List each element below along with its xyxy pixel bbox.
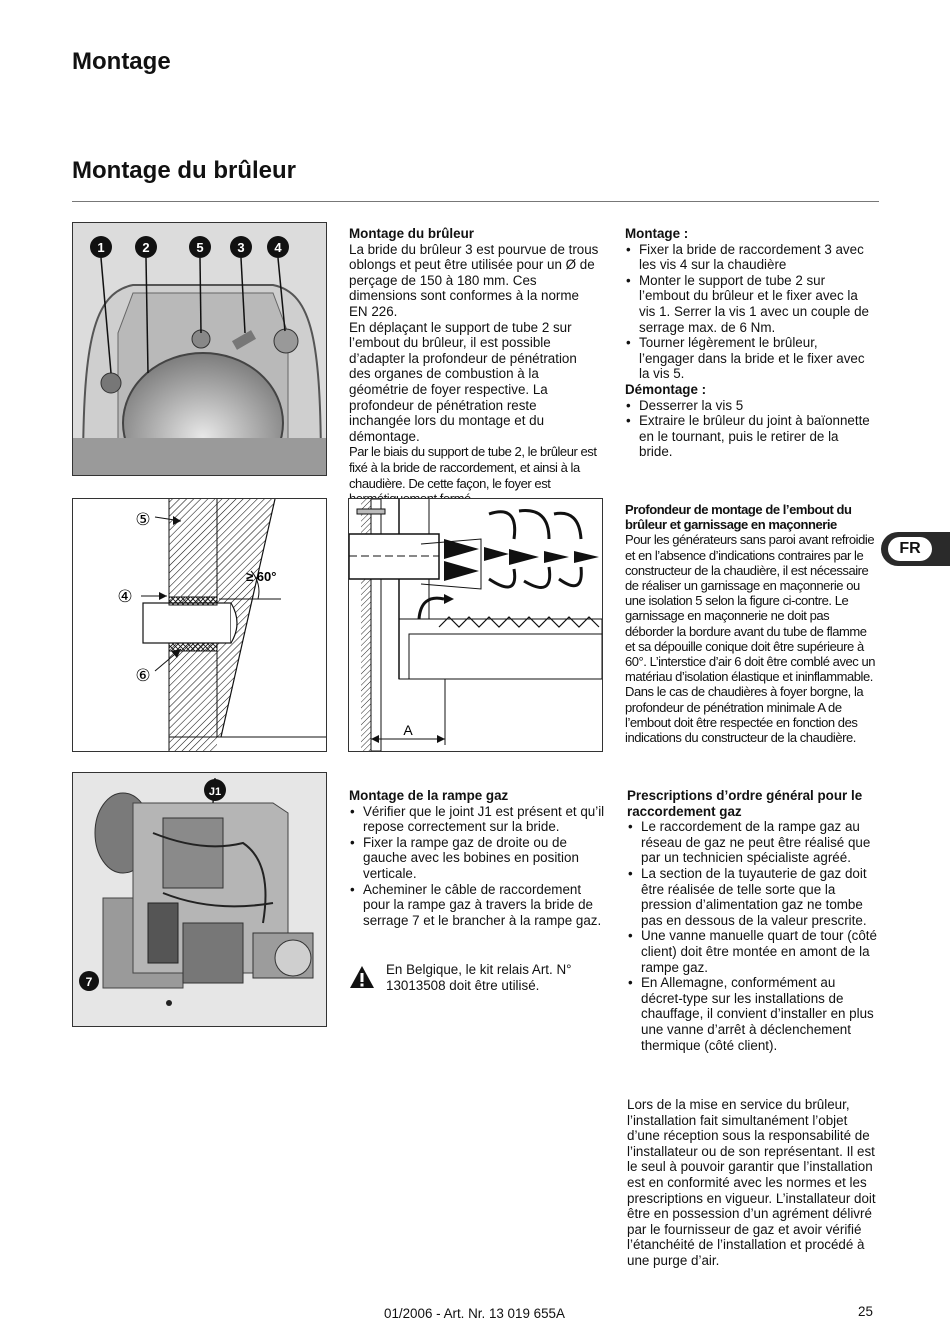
gas-train-item: • Acheminer le câble de raccordement pour la rampe gaz à travers la bride de serrage 7 et le brancher à la rampe gaz. — [349, 882, 607, 929]
burner-mounting-p2: En déplaçant le support de tube 2 sur l’embout du brûleur, il est possible d’adapter la profondeur de pénétration des organes de combustion à la géométrie de foyer respective. La profondeur de pénétration reste inchangée lors du montage et du démontage. — [349, 319, 577, 444]
svg-text:2: 2 — [142, 240, 150, 255]
language-tab-label: FR — [888, 537, 932, 561]
depth-body: Pour les générateurs sans paroi avant refroidie et en l’absence d’indications contraires par le constructeur de la chaudière, il est nécessaire de réaliser un garnissage en maçonnerie ou une isolation 5 selon la figure ci-contre. Le garnissage en maçonnerie ne doit pas déborder la bordure avant du tube de flamme et sa dépouille conique doit être supérieure à 60°. L’interstice d’air 6 doit être comblé avec un matériau d’isolation élastique et ininflammable. Dans le cas de chaudières à foyer borgne, la profondeur de pénétration minimale A de l’embout doit être respectée en fonction des indications du constructeur de la chaudière. — [625, 532, 876, 746]
montage-list — [625, 242, 875, 382]
gas-connection-item: • Le raccordement de la rampe gaz au réseau de gaz ne peut être réalisé que par un technicien spécialiste agréé. — [627, 819, 877, 866]
callout-4 — [267, 236, 289, 258]
figure-boiler-depth — [348, 498, 603, 752]
svg-text:5: 5 — [196, 240, 204, 255]
commissioning-body: Lors de la mise en service du brûleur, l’installation fait simultanément l’objet d’une réception sous la responsabilité de l’installateur ou de son représentant. Il est le seul à pouvoir garantir que l’installation est en conformité avec les normes et les prescriptions en vigueur. L’installateur doit être en possession d’un agrément délivré par le fournisseur de gaz et avoir vérifié l’étanchéité de l’installation et procédé à une purge d’air. — [627, 1097, 876, 1268]
belgium-warning-text: En Belgique, le kit relais Art. N° 13013508 doit être utilisé. — [386, 962, 572, 993]
svg-text:J1: J1 — [208, 786, 222, 798]
svg-text:3: 3 — [237, 240, 245, 255]
mounting-steps — [625, 226, 875, 460]
figure-masonry-section — [72, 498, 327, 752]
gas-connection-heading: Prescriptions d’ordre général pour le raccordement gaz — [627, 788, 863, 819]
dimension-a-label: A — [403, 722, 413, 738]
callout-j1 — [204, 779, 226, 801]
footer-page-number: 25 — [858, 1304, 873, 1319]
callout-1 — [90, 236, 112, 258]
depth-heading: Profondeur de montage de l’embout du brûleur et garnissage en maçonnerie — [625, 502, 852, 533]
gas-train-mounting-text — [349, 788, 607, 928]
gas-connection-item: • Une vanne manuelle quart de tour (côté client) doit être montée en amont de la rampe gaz. — [627, 928, 877, 975]
gas-connection-item: • En Allemagne, conformément au décret-type sur les installations de chauffage, il convient d’installer en plus une vanne d’arrêt à déclenchement thermique (côté client). — [627, 975, 877, 1053]
gas-train-item: • Vérifier que le joint J1 est présent et qu’il repose correctement sur la bride. — [349, 804, 607, 835]
callout-7 — [79, 971, 99, 991]
section-title: Montage du brûleur — [72, 157, 296, 184]
label-5: ⑤ — [135, 510, 151, 529]
svg-text:1: 1 — [97, 240, 105, 255]
montage-item: • Tourner légèrement le brûleur, l’engager dans la bride et le fixer avec la vis 5. — [625, 335, 875, 382]
montage-heading: Montage : — [625, 226, 689, 241]
svg-text:7: 7 — [85, 975, 93, 989]
callout-2 — [135, 236, 157, 258]
page-title: Montage — [72, 48, 171, 75]
footer-doc-ref: 01/2006 - Art. Nr. 13 019 655A — [384, 1306, 565, 1321]
burner-mounting-text — [349, 226, 599, 507]
gas-train-item: • Fixer la rampe gaz de droite ou de gauche avec les bobines en position verticale. — [349, 835, 607, 882]
montage-item: • Monter le support de tube 2 sur l’embout du brûleur et le fixer avec la vis 1. Serrer la vis 1 avec un couple de serrage max. de 6 Nm. — [625, 273, 875, 335]
demontage-item: • Desserrer la vis 5 — [625, 398, 875, 414]
montage-item: • Fixer la bride de raccordement 3 avec les vis 4 sur la chaudière — [625, 242, 875, 273]
angle-label: ≥ 60° — [246, 569, 277, 584]
demontage-list — [625, 398, 875, 460]
label-4: ④ — [117, 587, 133, 606]
gas-train-list — [349, 804, 607, 929]
depth-and-masonry-text — [625, 502, 877, 745]
burner-mounting-p3: Par le biais du support de tube 2, le brûleur est fixé à la bride de raccordement, et ainsi à la chaudière. De cette façon, le foyer est — [349, 444, 597, 491]
gas-connection-prescriptions — [627, 788, 877, 1053]
burner-mounting-heading: Montage du brûleur — [349, 226, 474, 241]
warning-icon — [349, 965, 375, 989]
callout-5 — [189, 236, 211, 258]
gas-connection-list — [627, 819, 877, 1053]
label-6: ⑥ — [135, 666, 151, 685]
gas-connection-item: • La section de la tuyauterie de gaz doit être réalisée de telle sorte que la pression d’alimentation gaz ne tombe pas en dessous de la valeur prescrite. — [627, 866, 877, 928]
demontage-item: • Extraire le brûleur du joint à baïonnette en le tournant, puis le retirer de la bride. — [625, 413, 875, 460]
commissioning-text — [627, 1097, 879, 1269]
svg-text:4: 4 — [274, 240, 282, 255]
section-divider — [72, 201, 879, 202]
figure-gas-train — [72, 772, 327, 1027]
callout-3 — [230, 236, 252, 258]
figure-burner-flange — [72, 222, 327, 476]
demontage-heading: Démontage : — [625, 381, 707, 397]
gas-train-heading: Montage de la rampe gaz — [349, 788, 509, 803]
burner-mounting-p1: La bride du brûleur 3 est pourvue de trous oblongs et peut être utilisée pour un Ø de perçage de 150 à 180 mm. Ces dimensions sont conformes à la norme EN 226. — [349, 241, 599, 319]
